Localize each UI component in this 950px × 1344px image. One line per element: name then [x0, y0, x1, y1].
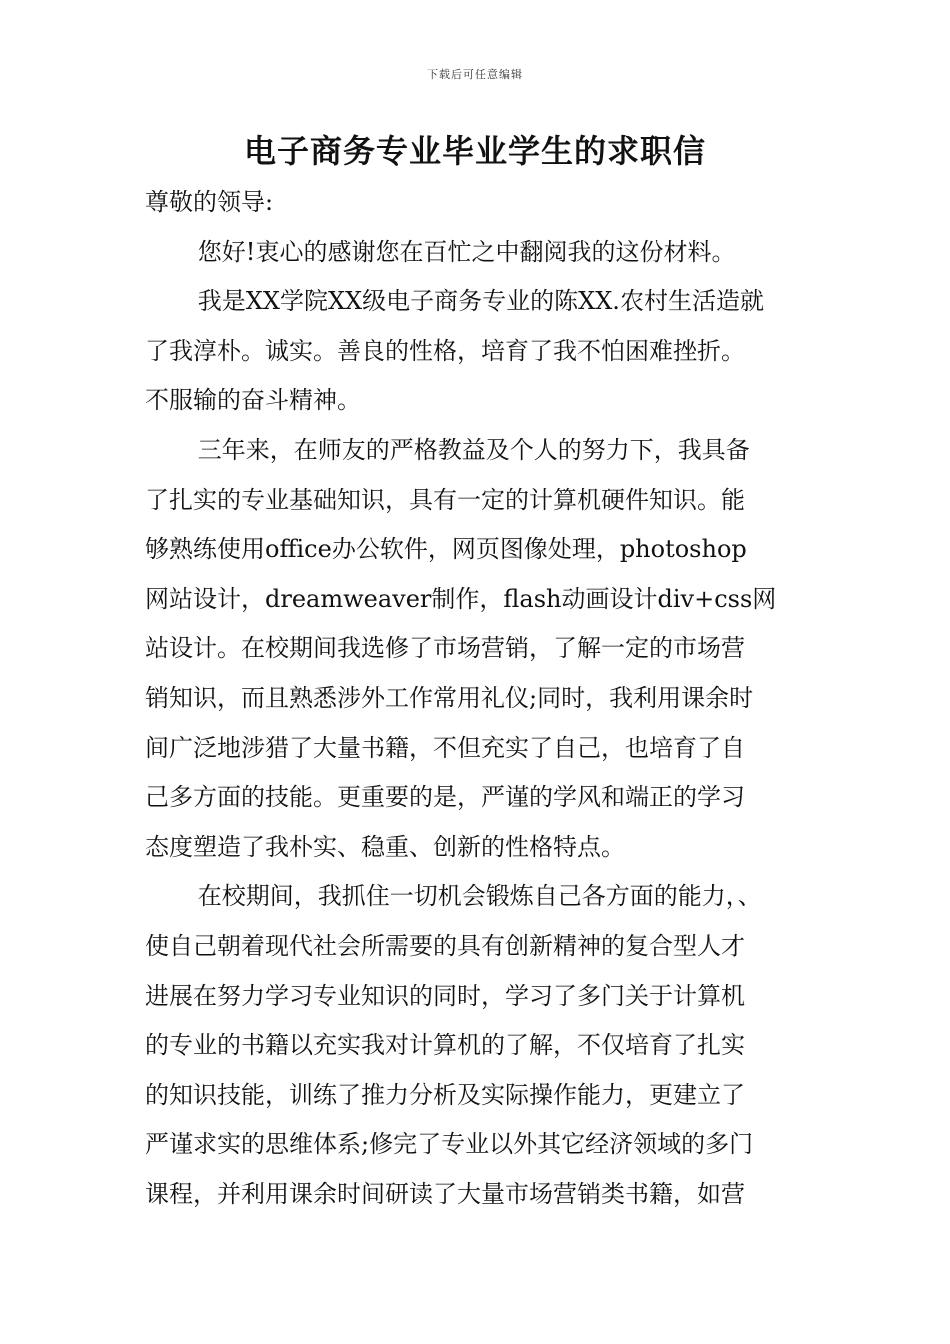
paragraph-greeting: [145, 228, 810, 278]
paragraph-line: 的知识技能，训练了推力分析及实际操作能力，更建立了: [145, 1080, 745, 1109]
paragraph-skills: [145, 426, 810, 872]
paragraph-line: 间广泛地涉猎了大量书籍，不但充实了自己，也培育了自: [145, 733, 745, 762]
paragraph-line: 使自己朝着现代社会所需要的具有创新精神的复合型人才: [145, 931, 745, 960]
document-title: 电子商务专业毕业学生的求职信: [243, 132, 706, 170]
paragraph-line: 我是XX学院XX级电子商务专业的陈XX.农村生活造就: [197, 287, 764, 316]
paragraph-line: 己多方面的技能。更重要的是，严谨的学风和端正的学习: [145, 783, 745, 812]
paragraph-line: 进展在努力学习专业知识的同时，学习了多门关于计算机: [145, 981, 745, 1010]
paragraph-line: 够熟练使用office办公软件，网页图像处理，photoshop: [145, 535, 747, 564]
paragraph-line: 站设计。在校期间我选修了市场营销，了解一定的市场营: [145, 634, 745, 663]
paragraph-campus-experience: [145, 872, 810, 1219]
letter-body: [145, 178, 810, 1219]
paragraph-line: 态度塑造了我朴实、稳重、创新的性格特点。: [145, 832, 625, 861]
paragraph-line: 课程，并利用课余时间研读了大量市场营销类书籍，如营: [145, 1179, 745, 1208]
paragraph-line: 网站设计，dreamweaver制作，flash动画设计div+css网: [145, 584, 777, 613]
paragraph-line: 您好!衷心的感谢您在百忙之中翻阅我的这份材料。: [197, 237, 736, 266]
salutation: 尊敬的领导:: [145, 188, 274, 216]
paragraph-line: 三年来，在师友的严格教益及个人的努力下，我具备: [197, 435, 750, 464]
header-note: 下载后可任意编辑: [427, 68, 523, 81]
paragraph-line: 了我淳朴。诚实。善良的性格，培育了我不怕困难挫折。: [145, 336, 745, 365]
paragraph-line: 严谨求实的思维体系;修完了专业以外其它经济领域的多门: [145, 1130, 754, 1159]
paragraph-line: 在校期间，我抓住一切机会锻炼自己各方面的能力，、: [197, 882, 762, 911]
paragraph-line: 了扎实的专业基础知识，具有一定的计算机硬件知识。能: [145, 485, 745, 514]
paragraph-line: 不服输的奋斗精神。: [145, 386, 361, 415]
paragraph-line: 的专业的书籍以充实我对计算机的了解，不仅培育了扎实: [145, 1031, 745, 1060]
paragraph-line: 销知识，而且熟悉涉外工作常用礼仪;同时，我利用课余时: [145, 683, 754, 712]
paragraph-introduction: [145, 277, 810, 426]
